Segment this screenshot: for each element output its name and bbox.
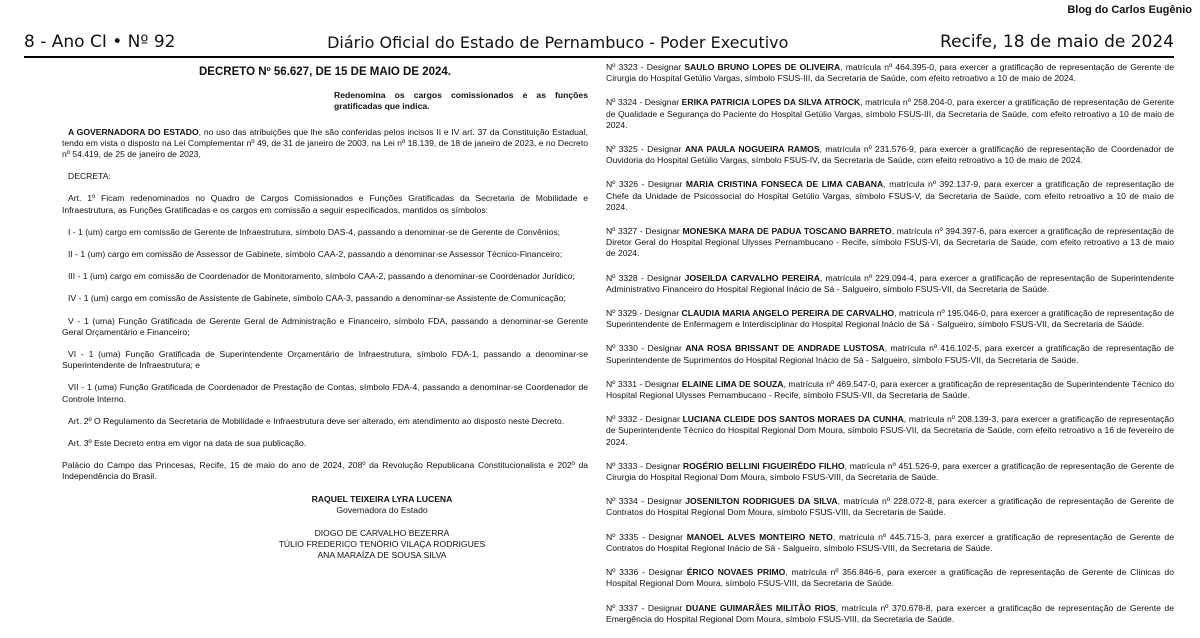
appointee-name: MANOEL ALVES MONTEIRO NETO xyxy=(686,531,833,542)
decree-paragraph: VII - 1 (uma) Função Gratificada de Coordenador de Prestação de Contas, símbolo FDA-4, passando a denominar-se Coordenador de Controle Interno. xyxy=(62,382,588,404)
decree-paragraph: I - 1 (um) cargo em comissão de Gerente de Infraestrutura, símbolo DAS-4, passando a denominar-se de Gerente de Convênios; xyxy=(68,226,561,237)
decree-paragraph: VI - 1 (uma) Função Gratificada de Superintendente Orçamentário de Infraestrutura, símbolo FDA-1, passando a denominar-se Superintendente de Infraestrutura; e xyxy=(62,349,588,371)
appointment-entry: Nº 3326 - Designar MARIA CRISTINA FONSECA DE LIMA CABANA, matrícula nº 392.137-9, para exercer a gratificação de representação de Chefe da Unidade de Psicossocial do Hospital Getúlio Vargas, símbolo FSUS-V, da Secretaria de Saúde, com efeito retroativo a 10 de maio de 2024. xyxy=(606,179,1174,212)
decree-title: DECRETO Nº 56.627, DE 15 DE MAIO DE 2024. xyxy=(199,66,451,78)
appointee-name: ROGÉRIO BELLINI FIGUEIRÊDO FILHO xyxy=(682,460,845,471)
appointee-name: MARIA CRISTINA FONSECA DE LIMA CABANA xyxy=(685,179,884,190)
decree-decreta: DECRETA: xyxy=(68,171,111,182)
signer-name: RAQUEL TEIXEIRA LYRA LUCENA xyxy=(311,493,453,504)
appointee-name: SAULO BRUNO LOPES DE OLIVEIRA xyxy=(684,62,841,72)
appointee-name: ANA PAULA NOGUEIRA RAMOS xyxy=(684,144,820,155)
issue-date: Recife, 18 de maio de 2024 xyxy=(940,32,1174,52)
appointee-name: DUANE GUIMARÃES MILITÃO RIOS xyxy=(685,602,836,613)
header-rule xyxy=(24,56,1174,58)
decree-paragraph: Art. 1º Ficam redenominados no Quadro de Cargos Comissionados e Funções Gratificadas da Secretaria de Mobilidade e Infraestrutura, as Funções Gratificadas e os cargos em comissão a seguir especificados, mantidos os símbolos: xyxy=(62,193,588,215)
decree-paragraph: Art. 2º O Regulamento da Secretaria de Mobilidade e Infraestrutura deve ser alterado, em atendimento ao disposto neste Decreto. xyxy=(68,415,565,426)
appointee-name: LUCIANA CLEIDE DOS SANTOS MORAES DA CUNHA xyxy=(682,414,904,425)
decree-paragraph: II - 1 (um) cargo em comissão de Assessor de Gabinete, símbolo CAA-2, passando a denominar-se Assessor Técnico-Financeiro; xyxy=(68,249,563,260)
edition-label: 8 - Ano CI • Nº 92 xyxy=(24,32,176,52)
decree-preamble xyxy=(62,127,588,161)
appointment-entry: Nº 3335 - Designar MANOEL ALVES MONTEIRO NETO, matrícula nº 445.715-3, para exercer a gratificação de representação de Gerente de Contratos do Hospital Regional Inácio de Sá - Salgueiro, símbolo FSUS-VIII, da Secretaria de Saúde. xyxy=(606,531,1174,553)
decree-paragraph: Art. 3º Este Decreto entra em vigor na data de sua publicação. xyxy=(68,438,307,449)
appointee-name: JOSENILTON RODRIGUES DA SILVA xyxy=(685,496,838,507)
appointment-entry: Nº 3328 - Designar JOSEILDA CARVALHO PEREIRA, matrícula nº 229.094-4, para exercer a gratificação de representação de Superintendente Administrativo Financeiro do Hospital Regional Inácio de Sá - Salgueiro, símbolo FSUS-VII, da Secretaria de Saúde. xyxy=(606,272,1174,294)
appointment-entry: Nº 3331 - Designar ELAINE LIMA DE SOUZA, matrícula nº 469.547-0, para exercer a gratificação de representação de Superintendente Técnico do Hospital Regional Ulysses Pernambucano - Recife, símbolo FSUS-VII, da Secretaria de Saúde. xyxy=(606,378,1174,401)
appointment-entry: Nº 3333 - Designar ROGÉRIO BELLINI FIGUEIRÊDO FILHO, matrícula nº 451.526-9, para exercer a gratificação de representação de Gerente de Cirurgia do Hospital Regional Dom Moura, símbolo FSUS-VIII, da Secretaria de Saúde. xyxy=(606,460,1174,483)
blog-watermark: Blog do Carlos Eugênio xyxy=(1067,4,1192,16)
journal-title: Diário Oficial do Estado de Pernambuco - Poder Executivo xyxy=(327,32,789,52)
decree-column xyxy=(62,65,588,562)
appointment-entry: Nº 3325 - Designar ANA PAULA NOGUEIRA RAMOS, matrícula nº 231.576-9, para exercer a gratificação de representação de Coordenador de Ouvidoria do Hospital Getúlio Vargas, símbolo FSUS-IV, da Secretaria de Saúde, com efeito retroativo a 10 de maio de 2024. xyxy=(606,144,1174,166)
appointment-entry: Nº 3323 - Designar SAULO BRUNO LOPES DE OLIVEIRA, matrícula nº 464.395-0, para exercer a gratificação de representação de Gerente de Cirurgia do Hospital Getúlio Vargas, símbolo FSUS-III, da Secretaria de Saúde, com efeito retroativo a 10 de maio de 2024. xyxy=(606,62,1174,84)
appointee-name: ERIKA PATRICIA LOPES DA SILVA ATROCK xyxy=(681,97,861,108)
appointment-entry: Nº 3337 - Designar DUANE GUIMARÃES MILITÃO RIOS, matrícula nº 370.678-8, para exercer a gratificação de representação de Gerente de Emergência do Hospital Regional Dom Moura, símbolo FSUS-VIII, da Secretaria de Saúde. xyxy=(606,602,1174,624)
appointment-entry: Nº 3336 - Designar ÉRICO NOVAES PRIMO, matrícula nº 356.846-6, para exercer a gratificação de representação de Gerente de Clínicas do Hospital Regional Dom Moura, símbolo FSUS-VIII, da Secretaria de Saúde. xyxy=(606,567,1174,589)
appointment-entry: Nº 3324 - Designar ERIKA PATRICIA LOPES DA SILVA ATROCK, matrícula nº 258.204-0, para exercer a gratificação de representação de Gerente de Qualidade e Segurança do Paciente do Hospital Getúlio Vargas, símbolo FSUS-III, da Secretaria de Saúde, com efeito retroativo a 10 de maio de 2024. xyxy=(606,97,1174,130)
appointments-column xyxy=(606,62,1174,638)
decree-ementa: Redenomina os cargos comissionados e as funções gratificadas que indica. xyxy=(334,90,588,112)
signature-block xyxy=(242,494,522,562)
appointment-entry: Nº 3332 - Designar LUCIANA CLEIDE DOS SANTOS MORAES DA CUNHA, matrícula nº 208.139-3, para exercer a gratificação de representação de Superintendente Técnico do Hospital Regional Dom Moura, símbolo FSUS-VII, da Secretaria de Saúde, com efeito retroativo a 16 de fevereiro de 2024. xyxy=(606,414,1174,447)
appointment-entry: Nº 3334 - Designar JOSENILTON RODRIGUES DA SILVA, matrícula nº 228.072-8, para exercer a gratificação de representação de Gerente de Contratos do Hospital Regional Dom Moura, símbolo FSUS-VIII, da Secretaria de Saúde. xyxy=(606,496,1174,518)
signer-title: Governadora do Estado xyxy=(336,504,428,515)
appointee-name: ÉRICO NOVAES PRIMO xyxy=(686,567,786,578)
preamble-text: , no uso das atribuições que lhe são conferidas pelos incisos II e IV art. 37 da Constituição Estadual, tendo em vista o disposto na Lei Complementar nº 49, de 31 de janeiro de 2003, na Lei nº 18.139, de 18 de janeiro de 2023, e no Decreto nº 54.419, de 25 de janeiro de 2023, xyxy=(62,126,588,160)
page-header xyxy=(24,30,1174,54)
appointee-name: MONESKA MARA DE PADUA TOSCANO BARRETO xyxy=(682,226,892,237)
decree-closing: Palácio do Campo das Princesas, Recife, 15 de maio do ano de 2024, 208º da Revolução Republicana Constitucionalista e 202º da Independência do Brasil. xyxy=(62,460,588,482)
appointment-entry: Nº 3329 - Designar CLAUDIA MARIA ANGELO PEREIRA DE CARVALHO, matrícula nº 195.046-0, para exercer a gratificação de representação de Superintendente de Enfermagem e Interdisciplinar do Hospital Regional Inácio de Sá - Salgueiro, símbolo FSUS-VII, da Secretaria de Saúde. xyxy=(606,308,1174,330)
cosigner-name: TÚLIO FREDERICO TENÓRIO VILAÇA RODRIGUES xyxy=(278,539,486,550)
appointment-entry: Nº 3330 - Designar ANA ROSA BRISSANT DE ANDRADE LUSTOSA, matrícula nº 416.102-5, para exercer a gratificação de representação de Superintendente de Suprimentos do Hospital Regional Inácio de Sá - Salgueiro, símbolo FSUS-VII, da Secretaria de Saúde. xyxy=(606,343,1174,365)
decree-paragraph: III - 1 (um) cargo em comissão de Coordenador de Monitoramento, símbolo CAA-2, passando a denominar-se Coordenador Jurídico; xyxy=(68,271,575,282)
appointee-name: JOSEILDA CARVALHO PEREIRA xyxy=(684,272,820,283)
appointee-name: ANA ROSA BRISSANT DE ANDRADE LUSTOSA xyxy=(685,343,885,354)
appointee-name: CLAUDIA MARIA ANGELO PEREIRA DE CARVALHO xyxy=(681,308,895,319)
decree-paragraph: IV - 1 (um) cargo em comissão de Assistente de Gabinete, símbolo CAA-3, passando a denominar-se Assistente de Comunicação; xyxy=(68,293,566,304)
appointment-entry: Nº 3327 - Designar MONESKA MARA DE PADUA TOSCANO BARRETO, matrícula nº 394.397-6, para exercer a gratificação de representação de Diretor Geral do Hospital Regional Ulysses Pernambucano - Recife, símbolo FSUS-VI, da Secretaria de Saúde, com efeito retroativo a 13 de maio de 2024. xyxy=(606,226,1174,259)
preamble-authority: A GOVERNADORA DO ESTADO xyxy=(68,126,199,137)
appointee-name: ELAINE LIMA DE SOUZA xyxy=(681,378,784,389)
cosigner-name: ANA MARAÍZA DE SOUSA SILVA xyxy=(317,550,447,561)
decree-paragraph: V - 1 (uma) Função Gratificada de Gerente Geral de Administração e Financeiro, símbolo FDA, passando a denominar-se Gerente Geral Orçamentário e Financeiro; xyxy=(62,315,588,337)
cosigner-name: DIOGO DE CARVALHO BEZERRA xyxy=(314,528,450,539)
